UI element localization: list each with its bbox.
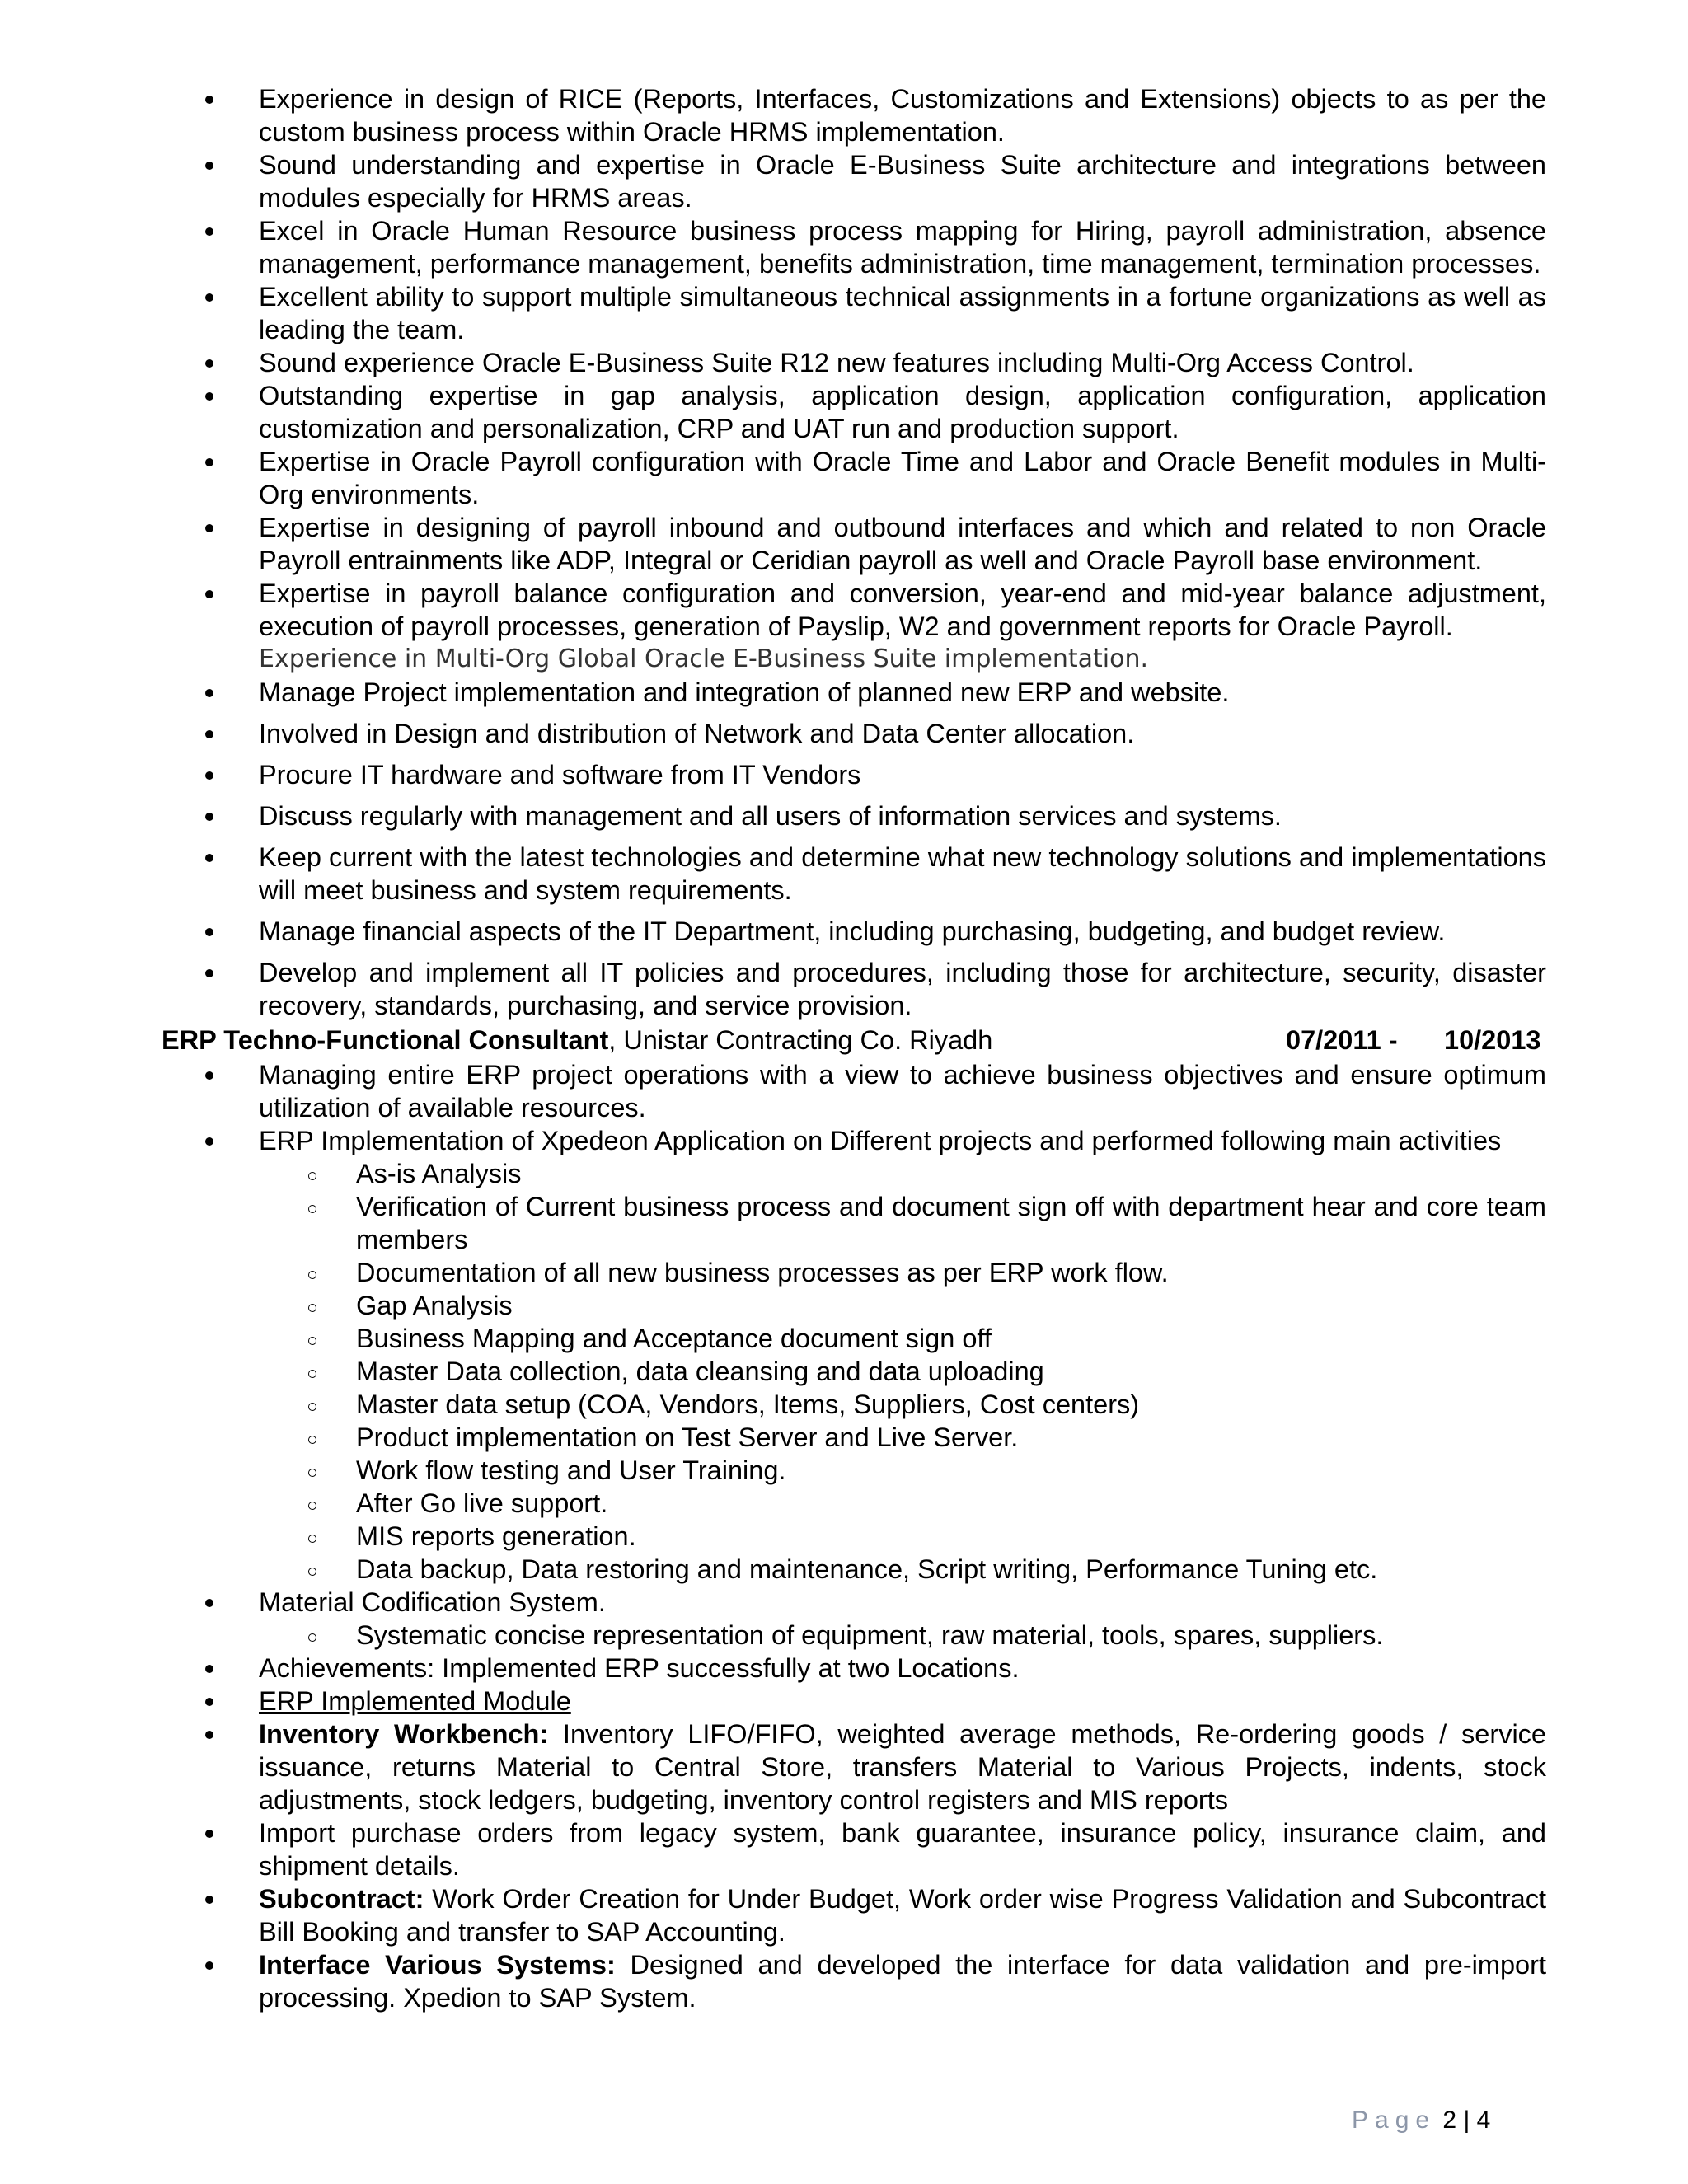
sub-list-item: After Go live support.: [162, 1487, 1546, 1520]
list-item: Material Codification System.: [162, 1586, 1546, 1619]
list-item: Interface Various Systems: Designed and developed the interface for data validation and pre-import processing. Xpedion to SAP System.: [162, 1948, 1546, 2014]
bullet-icon: [205, 227, 213, 236]
codification-sub-list: [162, 1619, 1546, 1652]
circle-bullet-icon: [308, 1337, 316, 1345]
circle-bullet-icon: [308, 1271, 316, 1279]
bullet-icon: [205, 524, 213, 532]
circle-bullet-icon: [308, 1633, 316, 1642]
bullet-icon: [205, 1665, 213, 1673]
skills-list: [162, 82, 1546, 643]
job-end-date: 10/2013: [1444, 1025, 1541, 1055]
list-item: Expertise in Oracle Payroll configuration with Oracle Time and Labor and Oracle Benefit modules in Multi-Org environments.: [162, 445, 1546, 511]
sub-list-item: Gap Analysis: [162, 1289, 1546, 1322]
sub-list-item: Business Mapping and Acceptance document sign off: [162, 1322, 1546, 1355]
circle-bullet-icon: [308, 1469, 316, 1477]
list-item: Procure IT hardware and software from IT Vendors: [162, 758, 1546, 791]
job-start-date: 07/2011 -: [1286, 1025, 1398, 1055]
job-header: [162, 1022, 1546, 1058]
job-company: , Unistar Contracting Co. Riyadh: [608, 1025, 993, 1055]
page-number: 2 | 4: [1442, 2107, 1491, 2134]
circle-bullet-icon: [308, 1568, 316, 1576]
job-duties-list-2: [162, 1586, 1546, 1619]
sub-list-item: MIS reports generation.: [162, 1520, 1546, 1553]
job-duties-list: [162, 1058, 1546, 1157]
job-title: ERP Techno-Functional Consultant: [162, 1025, 609, 1055]
list-item: Subcontract: Work Order Creation for Under Budget, Work order wise Progress Validation and Subcontract Bill Booking and transfer to SAP Accounting.: [162, 1882, 1546, 1948]
modules-heading: ERP Implemented Module: [259, 1686, 571, 1716]
list-item: Develop and implement all IT policies and procedures, including those for architecture, security, disaster recovery, standards, purchasing, and service provision.: [162, 956, 1546, 1022]
bullet-icon: [205, 162, 213, 170]
list-item: Keep current with the latest technologies and determine what new technology solutions and implementations will meet business and system requirements.: [162, 841, 1546, 907]
bullet-icon: [205, 928, 213, 936]
bullet-icon: [205, 689, 213, 697]
list-item: Managing entire ERP project operations with a view to achieve business objectives and ensure optimum utilization of available resources.: [162, 1058, 1546, 1124]
bullet-icon: [205, 969, 213, 977]
sub-list-item: As-is Analysis: [162, 1157, 1546, 1190]
list-item: Import purchase orders from legacy system, bank guarantee, insurance policy, insurance claim, and shipment details.: [162, 1816, 1546, 1882]
sub-list-item: Master data setup (COA, Vendors, Items, Suppliers, Cost centers): [162, 1388, 1546, 1421]
bullet-icon: [205, 1137, 213, 1146]
circle-bullet-icon: [308, 1172, 316, 1180]
bullet-icon: [205, 813, 213, 821]
bullet-icon: [205, 392, 213, 401]
list-item: ERP Implementation of Xpedeon Application on Different projects and performed following main activities: [162, 1124, 1546, 1157]
bullet-icon: [205, 359, 213, 368]
list-item: Sound experience Oracle E-Business Suite R12 new features including Multi-Org Access Control.: [162, 346, 1546, 379]
circle-bullet-icon: [308, 1205, 316, 1213]
list-item: Excellent ability to support multiple simultaneous technical assignments in a fortune organizations as well as leading the team.: [162, 280, 1546, 346]
list-item: Inventory Workbench: Inventory LIFO/FIFO, weighted average methods, Re-ordering goods / service issuance, returns Material to Central Store, transfers Material to Various Projects, indents, stock adjustments, stock ledgers, budgeting, inventory control registers and MIS reports: [162, 1718, 1546, 1816]
list-item: Involved in Design and distribution of Network and Data Center allocation.: [162, 717, 1546, 750]
circle-bullet-icon: [308, 1304, 316, 1312]
list-item: Expertise in payroll balance configuration and conversion, year-end and mid-year balance adjustment, execution of payroll processes, generation of Payslip, W2 and government reports for Oracle Payroll.: [162, 577, 1546, 643]
list-item: Achievements: Implemented ERP successfully at two Locations.: [162, 1652, 1546, 1685]
sub-list-item: Documentation of all new business processes as per ERP work flow.: [162, 1256, 1546, 1289]
circle-bullet-icon: [308, 1535, 316, 1543]
circle-bullet-icon: [308, 1370, 316, 1378]
sub-list-item: Product implementation on Test Server and Live Server.: [162, 1421, 1546, 1454]
list-item: Discuss regularly with management and all users of information services and systems.: [162, 799, 1546, 832]
bullet-icon: [205, 1830, 213, 1838]
bullet-icon: [205, 1599, 213, 1607]
job-duties-list-3: [162, 1652, 1546, 2014]
sub-list-item: Verification of Current business process and document sign off with department hear and core team members: [162, 1190, 1546, 1256]
circle-bullet-icon: [308, 1502, 316, 1510]
page-label: Page: [1352, 2107, 1437, 2134]
list-item: Experience in design of RICE (Reports, Interfaces, Customizations and Extensions) objects to as per the custom business process within Oracle HRMS implementation.: [162, 82, 1546, 148]
sub-list-item: Work flow testing and User Training.: [162, 1454, 1546, 1487]
list-item: [162, 1685, 1546, 1718]
list-item: Outstanding expertise in gap analysis, application design, application configuration, application customization and personalization, CRP and UAT run and production support.: [162, 379, 1546, 445]
bullet-icon: [205, 1731, 213, 1739]
page-footer: [1352, 2107, 1490, 2135]
circle-bullet-icon: [308, 1436, 316, 1444]
page-content: [162, 82, 1546, 2014]
bullet-icon: [205, 1698, 213, 1706]
sub-list-item: Systematic concise representation of equipment, raw material, tools, spares, suppliers.: [162, 1619, 1546, 1652]
bullet-icon: [205, 1071, 213, 1080]
bullet-icon: [205, 730, 213, 738]
activities-list: [162, 1157, 1546, 1586]
bullet-icon: [205, 458, 213, 466]
list-item: Manage financial aspects of the IT Department, including purchasing, budgeting, and budget review.: [162, 915, 1546, 948]
list-item: Manage Project implementation and integration of planned new ERP and website.: [162, 676, 1546, 709]
sub-list-item: Master Data collection, data cleansing and data uploading: [162, 1355, 1546, 1388]
list-item: Expertise in designing of payroll inbound and outbound interfaces and which and related to non Oracle Payroll entrainments like ADP, Integral or Ceridian payroll as well and Oracle Payroll base environment.: [162, 511, 1546, 577]
bullet-icon: [205, 854, 213, 862]
bullet-icon: [205, 96, 213, 104]
list-item: Excel in Oracle Human Resource business process mapping for Hiring, payroll administration, absence management, performance management, benefits administration, time management, termination processes.: [162, 214, 1546, 280]
circle-bullet-icon: [308, 1403, 316, 1411]
bullet-icon: [205, 771, 213, 780]
bullet-icon: [205, 590, 213, 598]
bullet-icon: [205, 293, 213, 302]
sub-list-item: Data backup, Data restoring and maintenance, Script writing, Performance Tuning etc.: [162, 1553, 1546, 1586]
bullet-icon: [205, 1896, 213, 1904]
bullet-icon: [205, 1961, 213, 1970]
multi-org-line: Experience in Multi-Org Global Oracle E-Business Suite implementation.: [259, 644, 1149, 673]
it-duties-list: [162, 676, 1546, 1022]
list-item: Sound understanding and expertise in Oracle E-Business Suite architecture and integrations between modules especially for HRMS areas.: [162, 148, 1546, 214]
